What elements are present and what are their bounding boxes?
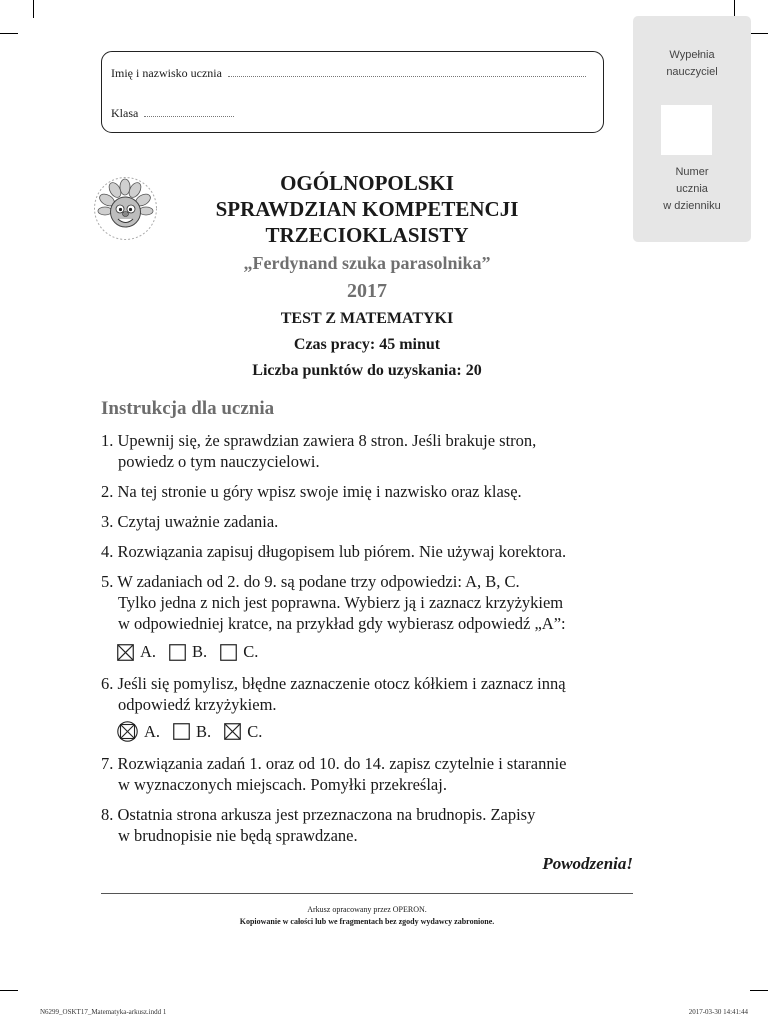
- teacher-panel-line: Numer: [675, 166, 709, 178]
- instruction-line: w wyznaczonych miejscach. Pomyłki przekreślaj.: [118, 775, 447, 794]
- exam-title: [180, 170, 554, 248]
- class-field[interactable]: [111, 106, 234, 121]
- instruction-item: [101, 511, 278, 532]
- test-name: TEST Z MATEMATYKI: [280, 310, 454, 327]
- teacher-panel-header: [633, 47, 751, 81]
- student-name-label: Imię i nazwisko ucznia: [111, 66, 222, 80]
- empty-checkbox-icon: [169, 644, 186, 661]
- empty-checkbox-icon: [220, 644, 237, 661]
- answer-option-label: A.: [144, 721, 161, 741]
- instruction-line: 4. Rozwiązania zapisuj długopisem lub piórem. Nie używaj korektora.: [101, 542, 567, 561]
- answer-option[interactable]: [173, 722, 211, 742]
- instructions-heading: Instrukcja dla ucznia: [101, 398, 275, 419]
- answer-option-label: C.: [243, 642, 259, 661]
- instruction-line: 1. Upewnij się, że sprawdzian zawiera 8 stron. Jeśli brakuje stron,: [101, 431, 537, 450]
- instruction-item: [101, 804, 535, 846]
- instruction-line: 7. Rozwiązania zadań 1. oraz od 10. do 14. zapisz czytelnie i starannie: [101, 754, 567, 773]
- print-timestamp: 2017-03-30 14:41:44: [688, 1008, 748, 1016]
- footer-publisher: Arkusz opracowany przez OPERON.: [307, 905, 427, 914]
- answer-example-correct: [117, 642, 271, 662]
- class-label: Klasa: [111, 106, 139, 120]
- answer-option[interactable]: [220, 642, 258, 662]
- instruction-line: 3. Czytaj uważnie zadania.: [101, 512, 279, 531]
- answer-option[interactable]: [224, 722, 262, 742]
- teacher-panel-line: Wypełnia: [669, 49, 715, 61]
- answer-option-label: B.: [192, 642, 208, 661]
- file-name: N6299_OSKT17_Matematyka-arkusz.indd 1: [40, 1008, 167, 1016]
- footer-divider: [101, 893, 633, 894]
- crop-mark: [0, 990, 18, 991]
- good-luck-text: Powodzenia!: [542, 854, 633, 873]
- instruction-item: [101, 753, 566, 795]
- instruction-line: 8. Ostatnia strona arkusza jest przeznaczona na brudnopis. Zapisy: [101, 805, 536, 824]
- student-name-field[interactable]: [111, 66, 586, 81]
- instruction-line: powiedz o tym nauczycielowi.: [118, 452, 320, 471]
- crop-mark: [750, 33, 768, 34]
- answer-option-label: B.: [196, 721, 212, 741]
- answer-option-label: C.: [247, 721, 263, 741]
- footer-copyright: Kopiowanie w całości lub we fragmentach bez zgody wydawcy zabronione.: [239, 917, 495, 926]
- instruction-item: [101, 481, 522, 502]
- teacher-panel-line: w dzienniku: [663, 200, 721, 212]
- crop-mark: [0, 33, 18, 34]
- student-name-line[interactable]: [228, 66, 586, 77]
- exam-title-line: SPRAWDZIAN KOMPETENCJI: [215, 197, 519, 221]
- instruction-item: [101, 541, 566, 562]
- answer-example-corrected: [117, 721, 275, 742]
- class-line[interactable]: [144, 106, 234, 117]
- circled-cross-checkbox-icon: [117, 721, 138, 742]
- test-time: Czas pracy: 45 minut: [293, 336, 441, 353]
- mascot-icon: [93, 176, 158, 241]
- instruction-item: [101, 571, 566, 634]
- instruction-line: Tylko jedna z nich jest poprawna. Wybierz ją i zaznacz krzyżykiem: [118, 593, 564, 612]
- answer-option[interactable]: [117, 721, 160, 742]
- instruction-line: odpowiedź krzyżykiem.: [118, 695, 277, 714]
- instruction-item: [101, 430, 536, 472]
- exam-title-line: OGÓLNOPOLSKI: [280, 171, 454, 195]
- instruction-line: w brudnopisie nie będą sprawdzane.: [118, 826, 358, 845]
- answer-option[interactable]: [169, 642, 207, 662]
- teacher-panel-caption: [633, 164, 751, 215]
- teacher-panel-line: nauczyciel: [666, 66, 718, 78]
- instruction-line: 5. W zadaniach od 2. do 9. są podane trzy odpowiedzi: A, B, C.: [101, 572, 520, 591]
- crossed-checkbox-icon: [224, 723, 241, 740]
- crop-mark: [33, 0, 34, 18]
- answer-option[interactable]: [117, 642, 156, 662]
- student-info-box: [101, 51, 604, 133]
- answer-option-label: A.: [140, 642, 157, 661]
- test-points: Liczba punktów do uzyskania: 20: [252, 362, 482, 379]
- exam-title-line: TRZECIOKLASISTY: [265, 223, 469, 247]
- empty-checkbox-icon: [173, 723, 190, 740]
- crossed-checkbox-icon: [117, 644, 134, 661]
- teacher-panel-line: ucznia: [676, 183, 708, 195]
- instruction-line: 6. Jeśli się pomylisz, błędne zaznaczenie otocz kółkiem i zaznacz inną: [101, 674, 566, 693]
- exam-year: 2017: [347, 280, 387, 302]
- instruction-line: w odpowiedniej kratce, na przykład gdy wybierasz odpowiedź „A”:: [118, 614, 566, 633]
- instruction-line: 2. Na tej stronie u góry wpisz swoje imię i nazwisko oraz klasę.: [101, 482, 522, 501]
- exam-subtitle: „Ferdynand szuka parasolnika”: [243, 253, 491, 273]
- student-number-box[interactable]: [661, 105, 712, 155]
- instruction-item: [101, 673, 566, 715]
- teacher-panel: [633, 16, 751, 242]
- crop-mark: [750, 990, 768, 991]
